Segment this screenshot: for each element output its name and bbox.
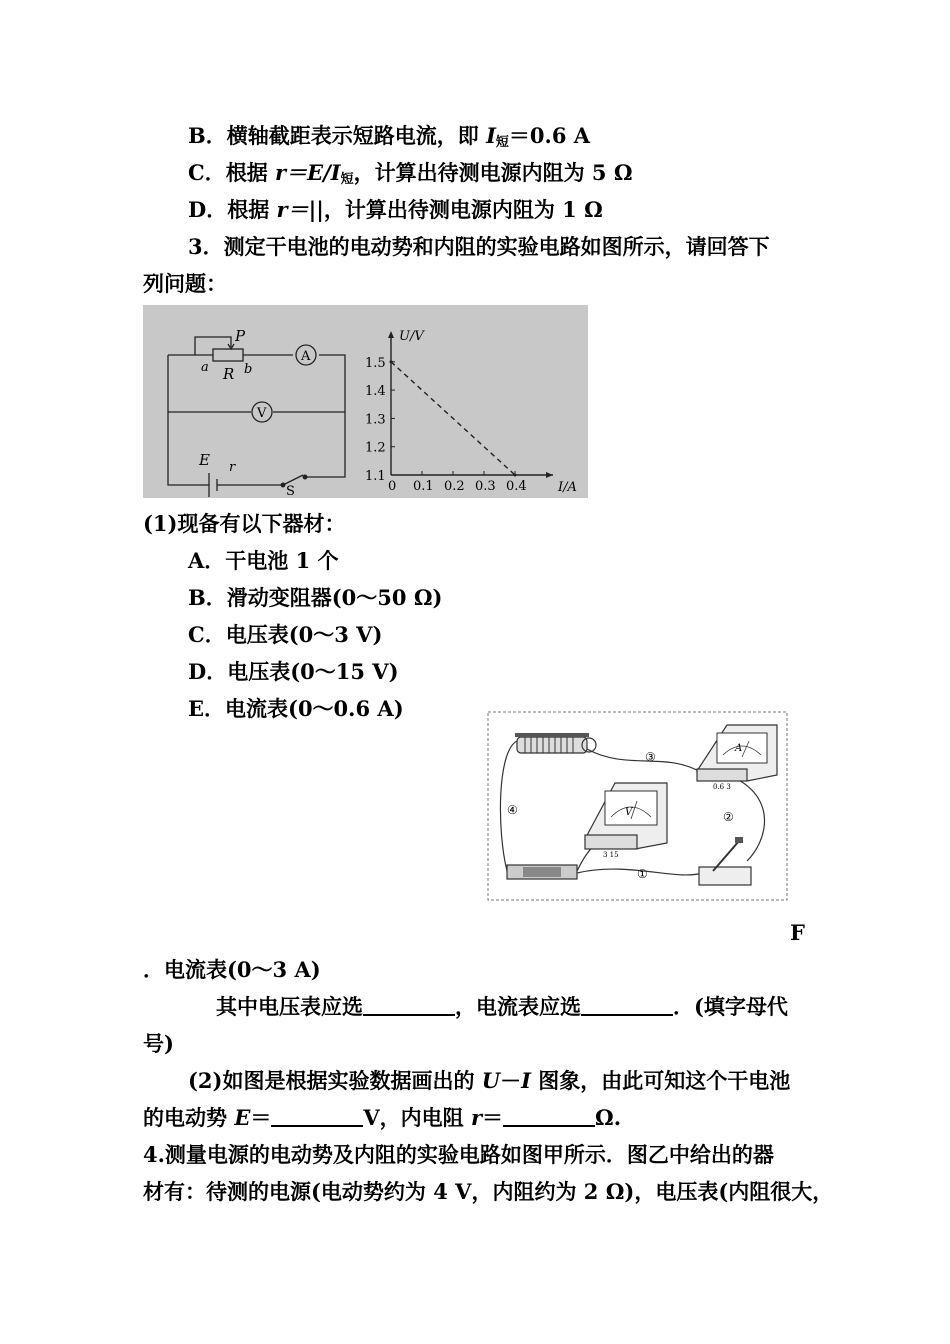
wire-label-1: ①: [637, 867, 648, 881]
switch-device: [699, 837, 751, 885]
ammeter-letter: A: [735, 743, 743, 754]
wire-label-2: ②: [723, 810, 734, 824]
option-c: C．根据 $r=E/I_短$，计算出待测电源内阻为 5 Ω: [188, 160, 633, 187]
apparatus-figure: [487, 711, 788, 901]
question-4-line2: 材有：待测的电源(电动势约为 4 V，内阻约为 2 Ω)，电压表(内阻很大，: [143, 1179, 834, 1204]
y-axis-arrow: [388, 331, 394, 338]
rheostat-device: [515, 733, 596, 753]
battery-device: [507, 865, 577, 879]
question-1-text-cont: 号): [143, 1031, 174, 1056]
circuit-and-graph-figure: [143, 305, 588, 498]
data-line: [391, 362, 515, 475]
x-axis-arrow: [546, 472, 553, 478]
label-A: A: [301, 349, 311, 364]
label-P: P: [235, 327, 246, 345]
x-tick-label: 0.1: [413, 479, 434, 494]
question-3-line2: 列问题：: [143, 271, 227, 296]
part-1-heading: (1)现备有以下器材：: [143, 511, 346, 536]
data-point: [514, 474, 517, 477]
question-2-text-cont: 的电动势 E＝ V，内电阻 r＝ Ω.: [143, 1105, 622, 1130]
equipment-b: B．滑动变阻器(0～50 Ω): [188, 585, 443, 610]
ammeter-device: [697, 725, 777, 791]
question-2-text: (2)如图是根据实验数据画出的 U－I 图象，由此可知这个干电池: [188, 1068, 791, 1093]
voltmeter-answer-blank[interactable]: [363, 996, 455, 1016]
x-tick-label: 0: [388, 479, 397, 494]
voltmeter-letter: V: [625, 807, 633, 818]
equipment-f-letter: F: [790, 920, 805, 945]
y-tick-label: 1.3: [365, 412, 386, 428]
equipment-a: A．干电池 1 个: [188, 548, 339, 573]
voltmeter-device: [585, 783, 667, 859]
option-b: B．横轴截距表示短路电流，即 $I_短=0.6$ A: [188, 123, 591, 150]
y-axis-label: U/V: [399, 329, 424, 344]
label-a: a: [201, 360, 209, 375]
resistance-answer-blank[interactable]: [503, 1107, 595, 1127]
equipment-f: ．电流表(0～3 A): [143, 957, 321, 982]
y-tick-label: 1.1: [365, 469, 386, 484]
option-d: D．根据 r＝||，计算出待测电源内阻为 1 Ω: [188, 197, 603, 222]
equipment-e: E．电流表(0～0.6 A): [188, 696, 404, 721]
question-3-line1: 3．测定干电池的电动势和内阻的实验电路如图所示，请回答下: [188, 234, 770, 259]
x-axis-label: I/A: [558, 480, 577, 495]
x-tick-label: 0.4: [506, 479, 527, 494]
question-1-text: 其中电压表应选 ，电流表应选 ．(填字母代: [216, 994, 788, 1019]
ammeter-terminals: 0.6 3: [713, 783, 731, 791]
x-tick-label: 0.2: [444, 479, 465, 494]
u-i-graph: [365, 329, 577, 495]
label-R: R: [223, 365, 235, 383]
label-r: r: [229, 460, 236, 475]
emf-answer-blank[interactable]: [271, 1107, 363, 1127]
rheostat-symbol: [213, 349, 243, 361]
label-E: E: [199, 451, 210, 469]
label-b: b: [244, 362, 253, 377]
ammeter-answer-blank[interactable]: [581, 996, 673, 1016]
y-tick-label: 1.4: [365, 384, 386, 400]
label-S: S: [286, 484, 295, 498]
label-V: V: [257, 406, 267, 421]
equipment-d: D．电压表(0～15 V): [188, 659, 399, 684]
equipment-c: C．电压表(0～3 V): [188, 622, 383, 647]
wire-2: [737, 779, 765, 861]
data-point: [390, 360, 393, 363]
wire-label-4: ④: [507, 803, 518, 817]
y-tick-label: 1.5: [365, 355, 386, 371]
wire-label-3: ③: [645, 750, 656, 764]
x-tick-label: 0.3: [475, 479, 496, 494]
y-tick-label: 1.2: [365, 440, 386, 456]
voltmeter-terminals: 3 15: [603, 851, 619, 859]
question-4-line1: 4.测量电源的电动势及内阻的实验电路如图甲所示．图乙中给出的器: [143, 1142, 774, 1167]
